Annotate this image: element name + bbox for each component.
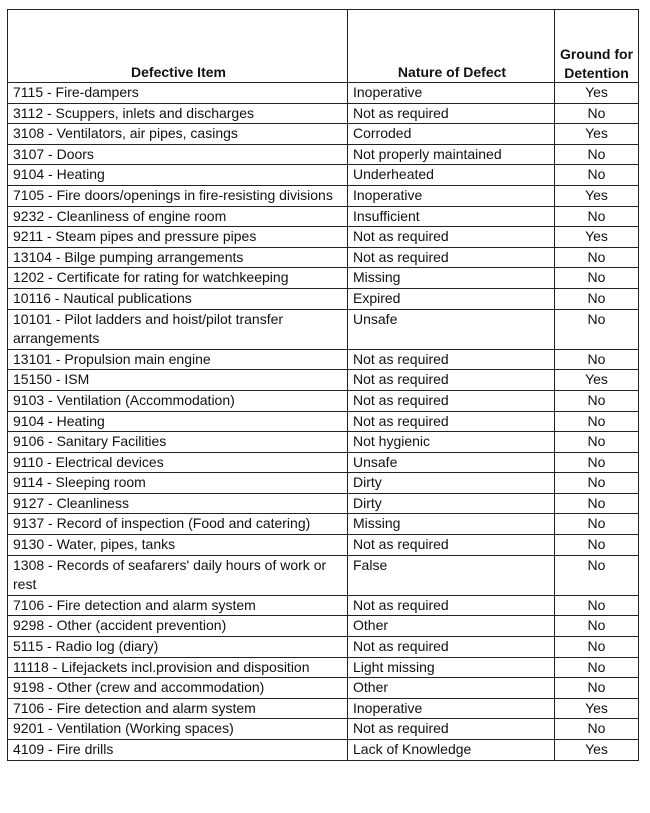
ground-for-detention-cell: No xyxy=(555,657,639,678)
defective-item-cell: 9114 - Sleeping room xyxy=(8,473,348,494)
ground-for-detention-cell: No xyxy=(555,452,639,473)
table-row xyxy=(8,719,639,740)
defective-item-cell: 9106 - Sanitary Facilities xyxy=(8,432,348,453)
table-row xyxy=(8,124,639,145)
nature-of-defect-cell: Not as required xyxy=(348,411,555,432)
defective-item-cell: 9104 - Heating xyxy=(8,411,348,432)
nature-of-defect-cell: Other xyxy=(348,616,555,637)
header-nature-of-defect: Nature of Defect xyxy=(348,10,555,83)
table-row xyxy=(8,616,639,637)
defective-item-cell: 10101 - Pilot ladders and hoist/pilot transfer arrangements xyxy=(8,309,348,349)
table-row xyxy=(8,432,639,453)
ground-for-detention-cell: No xyxy=(555,165,639,186)
defective-item-cell: 7106 - Fire detection and alarm system xyxy=(8,595,348,616)
ground-for-detention-cell: No xyxy=(555,247,639,268)
defective-item-cell: 9198 - Other (crew and accommodation) xyxy=(8,678,348,699)
header-defective-item: Defective Item xyxy=(8,10,348,83)
nature-of-defect-cell: Inoperative xyxy=(348,185,555,206)
nature-of-defect-cell: Corroded xyxy=(348,124,555,145)
nature-of-defect-cell: Not as required xyxy=(348,390,555,411)
nature-of-defect-cell: Not as required xyxy=(348,719,555,740)
table-row xyxy=(8,678,639,699)
ground-for-detention-cell: No xyxy=(555,595,639,616)
ground-for-detention-cell: No xyxy=(555,206,639,227)
nature-of-defect-cell: Expired xyxy=(348,288,555,309)
ground-for-detention-cell: No xyxy=(555,637,639,658)
ground-for-detention-cell: No xyxy=(555,144,639,165)
defective-item-cell: 9110 - Electrical devices xyxy=(8,452,348,473)
ground-for-detention-cell: Yes xyxy=(555,370,639,391)
table-row xyxy=(8,514,639,535)
defective-item-cell: 7106 - Fire detection and alarm system xyxy=(8,698,348,719)
nature-of-defect-cell: Dirty xyxy=(348,493,555,514)
nature-of-defect-cell: Lack of Knowledge xyxy=(348,740,555,761)
table-row xyxy=(8,411,639,432)
nature-of-defect-cell: Not as required xyxy=(348,637,555,658)
ground-for-detention-cell: No xyxy=(555,309,639,349)
nature-of-defect-cell: False xyxy=(348,555,555,595)
table-row xyxy=(8,247,639,268)
nature-of-defect-cell: Insufficient xyxy=(348,206,555,227)
table-row xyxy=(8,144,639,165)
table-row xyxy=(8,740,639,761)
ground-for-detention-cell: No xyxy=(555,268,639,289)
defective-item-cell: 9137 - Record of inspection (Food and catering) xyxy=(8,514,348,535)
ground-for-detention-cell: No xyxy=(555,555,639,595)
defective-item-cell: 7105 - Fire doors/openings in fire-resisting divisions xyxy=(8,185,348,206)
defective-item-cell: 1308 - Records of seafarers' daily hours of work or rest xyxy=(8,555,348,595)
table-header xyxy=(8,10,639,83)
table-row xyxy=(8,637,639,658)
table-row xyxy=(8,473,639,494)
nature-of-defect-cell: Not as required xyxy=(348,370,555,391)
nature-of-defect-cell: Underheated xyxy=(348,165,555,186)
nature-of-defect-cell: Not as required xyxy=(348,349,555,370)
ground-for-detention-cell: No xyxy=(555,719,639,740)
nature-of-defect-cell: Not as required xyxy=(348,227,555,248)
nature-of-defect-cell: Unsafe xyxy=(348,309,555,349)
defective-item-cell: 13101 - Propulsion main engine xyxy=(8,349,348,370)
nature-of-defect-cell: Not as required xyxy=(348,103,555,124)
nature-of-defect-cell: Not properly maintained xyxy=(348,144,555,165)
nature-of-defect-cell: Inoperative xyxy=(348,83,555,104)
ground-for-detention-cell: Yes xyxy=(555,740,639,761)
ground-for-detention-cell: Yes xyxy=(555,83,639,104)
table-row xyxy=(8,268,639,289)
table-row xyxy=(8,185,639,206)
ground-for-detention-cell: No xyxy=(555,514,639,535)
nature-of-defect-cell: Missing xyxy=(348,268,555,289)
table-row xyxy=(8,452,639,473)
defective-item-cell: 10116 - Nautical publications xyxy=(8,288,348,309)
defective-item-cell: 9127 - Cleanliness xyxy=(8,493,348,514)
nature-of-defect-cell: Other xyxy=(348,678,555,699)
table-row xyxy=(8,657,639,678)
table-row xyxy=(8,349,639,370)
table-row xyxy=(8,165,639,186)
ground-for-detention-cell: No xyxy=(555,616,639,637)
nature-of-defect-cell: Light missing xyxy=(348,657,555,678)
defective-item-cell: 3108 - Ventilators, air pipes, casings xyxy=(8,124,348,145)
ground-for-detention-cell: No xyxy=(555,432,639,453)
ground-for-detention-cell: No xyxy=(555,493,639,514)
table-row xyxy=(8,103,639,124)
table-row xyxy=(8,493,639,514)
table-row xyxy=(8,227,639,248)
defective-item-cell: 9103 - Ventilation (Accommodation) xyxy=(8,390,348,411)
table-body xyxy=(8,83,639,761)
table-row xyxy=(8,535,639,556)
table-row xyxy=(8,370,639,391)
defective-item-cell: 9232 - Cleanliness of engine room xyxy=(8,206,348,227)
table-row xyxy=(8,595,639,616)
defective-item-cell: 9211 - Steam pipes and pressure pipes xyxy=(8,227,348,248)
nature-of-defect-cell: Inoperative xyxy=(348,698,555,719)
ground-for-detention-cell: No xyxy=(555,411,639,432)
defective-item-cell: 9130 - Water, pipes, tanks xyxy=(8,535,348,556)
ground-for-detention-cell: Yes xyxy=(555,185,639,206)
defective-item-cell: 13104 - Bilge pumping arrangements xyxy=(8,247,348,268)
ground-for-detention-cell: No xyxy=(555,103,639,124)
nature-of-defect-cell: Not hygienic xyxy=(348,432,555,453)
nature-of-defect-cell: Not as required xyxy=(348,535,555,556)
table-row xyxy=(8,390,639,411)
ground-for-detention-cell: Yes xyxy=(555,227,639,248)
defective-item-cell: 1202 - Certificate for rating for watchkeeping xyxy=(8,268,348,289)
table-row xyxy=(8,206,639,227)
nature-of-defect-cell: Not as required xyxy=(348,595,555,616)
defective-item-cell: 3107 - Doors xyxy=(8,144,348,165)
nature-of-defect-cell: Dirty xyxy=(348,473,555,494)
defective-item-cell: 9104 - Heating xyxy=(8,165,348,186)
header-ground-for-detention: Ground for Detention xyxy=(555,10,639,83)
defective-item-cell: 9201 - Ventilation (Working spaces) xyxy=(8,719,348,740)
defective-item-cell: 5115 - Radio log (diary) xyxy=(8,637,348,658)
defective-item-cell: 7115 - Fire-dampers xyxy=(8,83,348,104)
nature-of-defect-cell: Not as required xyxy=(348,247,555,268)
nature-of-defect-cell: Unsafe xyxy=(348,452,555,473)
table-row xyxy=(8,698,639,719)
table-row xyxy=(8,555,639,595)
ground-for-detention-cell: Yes xyxy=(555,698,639,719)
ground-for-detention-cell: Yes xyxy=(555,124,639,145)
ground-for-detention-cell: No xyxy=(555,288,639,309)
ground-for-detention-cell: No xyxy=(555,390,639,411)
defective-item-cell: 4109 - Fire drills xyxy=(8,740,348,761)
ground-for-detention-cell: No xyxy=(555,678,639,699)
defects-table xyxy=(7,9,639,761)
header-row xyxy=(8,10,639,83)
defective-item-cell: 3112 - Scuppers, inlets and discharges xyxy=(8,103,348,124)
ground-for-detention-cell: No xyxy=(555,473,639,494)
defective-item-cell: 11118 - Lifejackets incl.provision and disposition xyxy=(8,657,348,678)
table-row xyxy=(8,309,639,349)
ground-for-detention-cell: No xyxy=(555,535,639,556)
table-row xyxy=(8,83,639,104)
table-row xyxy=(8,288,639,309)
nature-of-defect-cell: Missing xyxy=(348,514,555,535)
defective-item-cell: 9298 - Other (accident prevention) xyxy=(8,616,348,637)
defective-item-cell: 15150 - ISM xyxy=(8,370,348,391)
ground-for-detention-cell: No xyxy=(555,349,639,370)
